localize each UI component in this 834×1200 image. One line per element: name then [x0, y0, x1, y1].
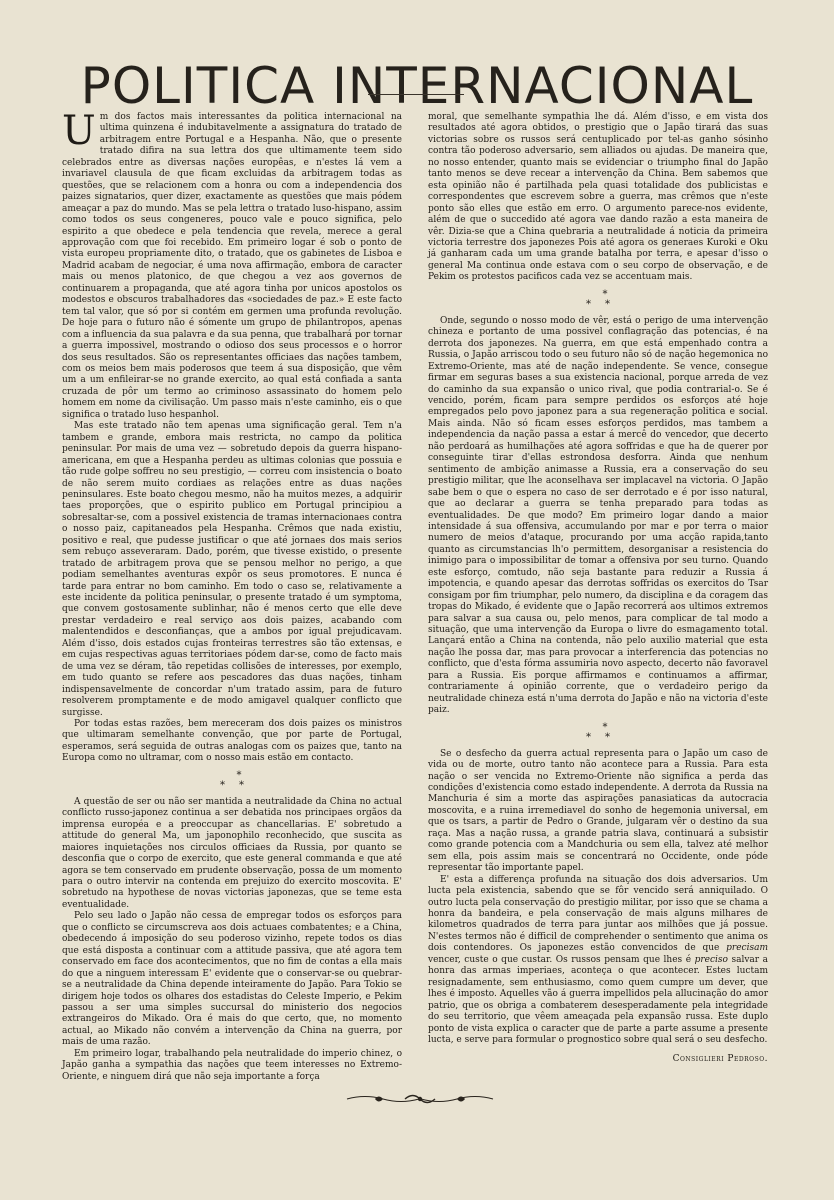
floral-ornament-icon	[345, 1092, 495, 1106]
article-paragraph: Se o desfecho da guerra actual representa para o Japão um caso de vida ou de morte, outro tanto não acontece para a Russia. Para esta nação o ser vencida no Extremo-Oriente não significa a perda das condições d'existencia como estado independente. A derrota da Russia na Manchuria é sim a morte das aspirações panasiaticas da autocracia moscovita, e a ruina irremediavel do sonho de hegemonia universal, em que os tsars, a partir de Pedro o Grande, julgaram vêr o destino da sua raça. Mas a nação russa, a grande patria slava, continuará a subsistir como grande potencia com a Mandchuria ou sem ella, talvez até melhor sem ella, pois assim mais se concentrará no Occidente, onde póde representar tão importante papel.	[428, 748, 768, 874]
article-paragraph: Um dos factos mais interessantes da politica internacional na ultima quinzena é indubitavelmente a assignatura do tratado de arbitragem entre Portugal e a Hespanha. Não, que o presente tratado difira na sua lettra dos que ultimamente teem sido celebrados entre as diversas nações europêas, e n'estes lá vem a invariavel clausula de que ficam excluidas da arbitragem todas as questões, que se relacionem com a honra ou com a independencia dos paizes signatarios, quer dizer, exactamente as questões que mais pódem ameaçar a paz do mundo. Mas se pela lettra o tratado luso-hispano, assim como todos os seus congeneres, pouco vale e pouco significa, pelo espirito a que obedece e pela tendencia que revela, merece a geral approvação com que foi recebido. Em primeiro logar é sob o ponto de vista europeu propriamente dito, o tratado, que os gabinetes de Lisboa e Madrid acabam de negociar, é uma nova affirmação, embora de caracter mais ou menos platonico, de que chegou a vez aos governos de continuarem a propaganda, que até agora tinha por unicos apostolos os modestos e obscuros trabalhadores das «sociedades de paz.» E este facto tem tal valor, que só por si contém em germen uma profunda revolução. De hoje para o futuro não é sómente um grupo de philantropos, apenas com a influencia da sua palavra e da sua penna, que trabalhará por tornar a guerra impossivel, mostrando o odioso dos seus processos e o horror dos seus resultados. São os representantes officiaes das nações tambem, com os meios bem mais poderosos que teem á sua disposição, que vêm um a um enfileirar-se no grande exercito, ao qual está confiada a santa cruzada de pôr um termo ao criminoso assassinato do homem pelo homem em nome da civilisação. Um passo mais n'este caminho, eis o que significa o tratado luso hespanhol.	[62, 108, 402, 420]
page-title: POLITICA INTERNACIONAL	[80, 56, 754, 115]
section-separator-asterisks: * **	[586, 721, 624, 743]
article-paragraph: moral, que semelhante sympathia lhe dá. Além d'isso, e em vista dos resultados até agora obtidos, o prestigio que o Japão tirará das suas victorias sobre os russos será centuplicado por tel-as ganho sósinho contra tão poderoso adversario, sem alliados ou ajudas. De maneira que, no nosso entender, quanto mais se evidenciar o triumpho final do Japão tanto menos se deve recear a intervenção da China. Bem sabemos que esta opinião não é partilhada pela quasi totalidade dos publicistas e correspondentes que escrevem sobre a guerra, mas crêmos que n'este ponto são elles que estão em erro. O argumento parece-nos evidente, além de que o succedido até agora vae dando razão a esta maneira de vêr. Dizia-se que a China quebraria a neutralidade á noticia da primeira victoria terrestre dos japonezes Pois até agora os generaes Kuroki e Oku já ganharam cada um uma grande batalha por terra, e apesar d'isso o general Ma continua onde estava com o seu corpo de observação, e de Pekim os protestos pacificos cada vez se accentuam mais.	[428, 112, 768, 283]
section-separator-asterisks: * **	[220, 769, 258, 791]
title-divider	[368, 94, 464, 95]
article-paragraph: A questão de ser ou não ser mantida a neutralidade da China no actual conflicto russo-japonez continua a ser debatida nos principaes orgãos da imprensa européa e a preoccupar as chancellarias. E' sobretudo a attitude do general Ma, um japonophilo reconhecido, que suscita as maiores inquietações nos circulos officiaes da Russia, por quanto se desconfia que o corpo de exercito, que este general commanda e que até agora se tem conservado em prudente observação, possa de um momento para o outro intervir na contenda em prejuizo do exercito moscovita. E' sobretudo na hypothese de novas victorias japonezas, que se teme esta eventualidade.	[62, 796, 402, 910]
article-paragraph: Pelo seu lado o Japão não cessa de empregar todos os esforços para que o conflicto se circumscreva aos dois actuaes combatentes; e a China, obedecendo á imposição do seu poderoso vizinho, repete todos os dias que está disposta a continuar com a attitude passiva, que até agora tem conservado em face dos acontecimentos, que no fim de contas a ella mais do que a ninguem interessam E' evidente que o conservar-se ou quebrar-se a neutralidade da China depende inteiramente do Japão. Para Tokio se dirigem hoje todos os olhares dos estadistas do Celeste Imperio, e Pekim passou a ser uma simples succursal do ministerio dos negocios extrangeiros do Mikado. Ora é mais do que certo, que, no momento actual, ao Mikado não convém a intervenção da China na guerra, por mais de uma razão.	[62, 911, 402, 1048]
article-paragraph: Por todas estas razões, bem mereceram dos dois paizes os ministros que ultimaram semelhante convenção, que por parte de Portugal, esperamos, será seguida de outras analogas com os paizes que, tanto na Europa como no ultramar, com o nosso mais estão em contacto.	[62, 719, 402, 764]
article-paragraph: E' esta a differença profunda na situação dos dois adversarios. Um lucta pela existencia, sabendo que se fôr vencido será anniquilado. O outro lucta pela conservação do prestigio militar, por isso que se chama a honra da bandeira, e pela conservação de mais alguns milhares de kilometros quadrados de terra para juntar aos milhões que já possue. N'estes termos não é difficil de comprehender o sentimento que anima os dois contendores. Os japonezes estão convencidos de que precisam vencer, custe o que custar. Os russos pensam que lhes é preciso salvar a honra das armas imperiaes, aconteça o que acontecer. Estes luctam resignadamente, sem enthusiasmo, como quem cumpre um dever, que lhes é imposto. Aquelles vão á guerra impellidos pela allucinação do amor patrio, que os obriga a combaterem desesperadamente pela integridade do seu territorio, que vêem ameaçada pela expansão russa. Este duplo ponto de vista explica o caracter que de parte a parte assume a presente lucta, e serve para formular o prognostico sobre qual será o seu desfecho.	[428, 874, 768, 1045]
author-signature: Consiglieri Pedroso.	[672, 1054, 768, 1065]
article-paragraph: Em primeiro logar, trabalhando pela neutralidade do imperio chinez, o Japão ganha a sympathia das nações que teem interesses no Extremo-Oriente, e ninguem dirá que não seja importante a força	[62, 1048, 402, 1082]
section-separator-asterisks: * **	[586, 288, 624, 310]
right-column	[428, 112, 768, 1066]
drop-cap: U	[62, 108, 96, 154]
article-paragraph: Mas este tratado não tem apenas uma significação geral. Tem n'a tambem e grande, embora mais restricta, no campo da politica peninsular. Por mais de uma vez — sobretudo depois da guerra hispano-americana, em que a Hespanha perdeu as ultimas colonias que possuia e tão rude golpe soffreu no seu prestigio, — correu com insistencia o boato de não serem muito cordiaes as relações entre as duas nações peninsulares. Este boato chegou mesmo, não ha muitos mezes, a adquirir taes proporções, que o espirito publico em Portugal principiou a sobresaltar-se, com a possivel existencia de tramas internacionaes contra o nosso paiz, capitaneados pela Hespanha. Crêmos que nada existiu, positivo e real, que pudesse justificar o que até jornaes dos mais serios sem rebuço asseveraram. Dado, porém, que tivesse existido, o presente tratado de arbitragem prova que se pensou melhor no perigo, a que podiam semelhantes aventuras expôr os seus promotores. E nunca é tarde para entrar no bom caminho. Em todo o caso se, relativamente a este incidente da politica peninsular, o presente tratado é um symptoma, que convem gostosamente sublinhar, não é menos certo que elle deve prestar verdadeiro e real serviço aos dois paizes, acabando com malentendidos e desconfianças, que a ambos por igual prejudicavam. Além d'isso, dois estados cujas fronteiras terrestres são tão extensas, e em cujas respectivas aguas territoriaes pódem dar-se, como de facto mais de uma vez se déram, tão repetidas collisões de interesses, por exemplo, em tudo quanto se refere aos pescadores das duas nações, tinham indispensavelmente de concordar n'um tratado assim, para de futuro resolverem promptamente e de modo amigavel qualquer conflicto que surgisse.	[62, 421, 402, 718]
left-column	[62, 108, 402, 1083]
article-paragraph: Onde, segundo o nosso modo de vêr, está o perigo de uma intervenção chineza e portanto de uma possivel conflagração das potencias, é na derrota dos japonezes. Na guerra, em que está empenhado contra a Russia, o Japão arriscou todo o seu futuro não só de nação hegemonica no Extremo-Oriente, mas até de nação independente. Se vence, consegue firmar em seguras bases a sua existencia nacional, porque arreda de vez do caminho da sua expansão o unico rival, que podia contrarial-o. Se é vencido, porém, ficam para sempre perdidos os esforços até hoje empregados pelo povo japonez para a sua regeneração politica e social. Mais ainda. Não só ficam esses esforços perdidos, mas tambem a independencia da nação passa a estar á mercê do vencedor, que decerto não perdoará as humilhações até agora soffridas e que ha de querer por conseguinte tirar d'ellas estrondosa desforra. Ainda que nenhum sentimento de ambição animasse a Russia, era a conservação do seu prestigio militar, que lhe aconselhava ser implacavel na victoria. O Japão sabe bem o que o espera no caso de ser derrotado e é por isso natural, que ao declarar a guerra se tenha preparado para todas as eventualidades. De que modo? Em primeiro logar dando a maior intensidade á sua offensiva, accumulando por mar e por terra o maior numero de meios d'ataque, procurando por uma acção rapida,tanto quanto as circumstancias lh'o permittem, desorganisar a resistencia do inimigo para o impossibilitar de tomar a offensiva por seu turno. Quando este esforço, comtudo, não seja bastante para reduzir a Russia á impotencia, e quando apesar das derrotas soffridas os exercitos do Tsar consigam por fim triumphar, pelo numero, da disciplina e da coragem das tropas do Mikado, é evidente que o Japão recorrerá aos ultimos extremos para salvar a sua causa ou, pelo menos, para complicar de tal modo a situação, que uma intervenção da Europa o livre do esmagamento total. Lançará então a China na contenda, não pelo auxilio material que esta nação lhe possa dar, mas para provocar a interferencia das potencias no conflicto, que d'esta fórma assumiria novo aspecto, decerto não favoravel para a Russia. Eis porque affirmamos e continuamos a affirmar, contrariamente á opinião corrente, que o verdadeiro perigo da neutralidade chineza está n'uma derrota do Japão e não na victoria d'este paiz.	[428, 315, 768, 716]
